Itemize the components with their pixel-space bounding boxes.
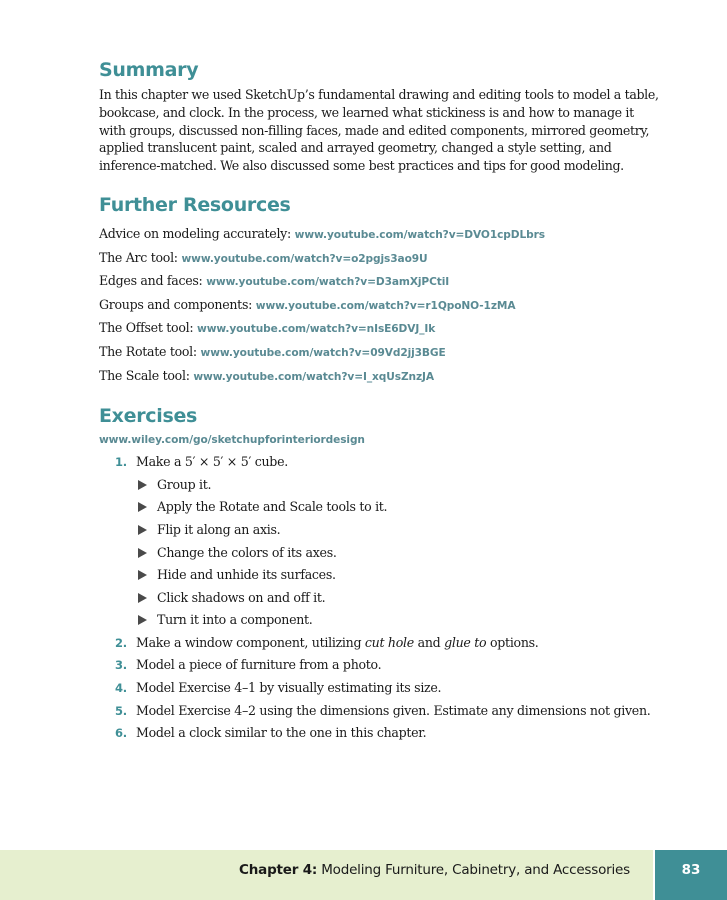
triangle-bullet-icon <box>138 615 147 625</box>
exercise-item <box>99 677 659 700</box>
resources-list <box>99 223 659 388</box>
sub-item-text: Hide and unhide its surfaces. <box>157 567 336 583</box>
resource-label: Advice on modeling accurately: <box>99 225 291 241</box>
resource-link[interactable]: www.youtube.com/watch?v=nIsE6DVJ_Ik <box>197 323 436 336</box>
exercise-text-mid: and <box>413 634 445 650</box>
exercise-number: 1. <box>115 455 127 470</box>
exercise-text-post: options. <box>486 634 539 650</box>
summary-heading: Summary <box>99 59 199 81</box>
sub-item <box>136 542 659 565</box>
exercise-item <box>99 722 659 745</box>
resource-item <box>99 341 659 365</box>
sub-item <box>136 564 659 587</box>
exercise-item <box>99 700 659 723</box>
exercise-text: Make a 5′ × 5′ × 5′ cube. <box>136 454 288 470</box>
exercise-text: Model a piece of furniture from a photo. <box>136 657 382 673</box>
page-content <box>99 58 659 745</box>
exercise-item <box>99 654 659 677</box>
exercises-section <box>99 404 659 745</box>
sub-item <box>136 474 659 497</box>
resource-link[interactable]: www.youtube.com/watch?v=I_xqUsZnzJA <box>193 370 434 383</box>
sub-item <box>136 587 659 610</box>
chapter-label: Chapter 4: <box>239 862 318 878</box>
sub-item-text: Flip it along an axis. <box>157 521 281 537</box>
resource-label: The Scale tool: <box>99 367 190 383</box>
resource-label: Edges and faces: <box>99 273 203 289</box>
resource-item <box>99 270 659 294</box>
triangle-bullet-icon <box>138 593 147 603</box>
resource-link[interactable]: www.youtube.com/watch?v=o2pgjs3ao9U <box>181 252 428 265</box>
resource-label: Groups and components: <box>99 296 253 312</box>
exercise-text: Model Exercise 4–2 using the dimensions given. Estimate any dimensions not given. <box>136 702 651 718</box>
exercise-number: 4. <box>115 681 127 696</box>
further-resources-section <box>99 193 659 388</box>
resource-link[interactable]: www.youtube.com/watch?v=r1QpoNO-1zMA <box>255 299 516 312</box>
exercises-link[interactable]: www.wiley.com/go/sketchupforinteriordesign <box>99 434 365 447</box>
resource-label: The Arc tool: <box>99 249 178 265</box>
triangle-bullet-icon <box>138 570 147 580</box>
triangle-bullet-icon <box>138 525 147 535</box>
exercise-number: 3. <box>115 658 127 673</box>
resource-link[interactable]: www.youtube.com/watch?v=09Vd2jj3BGE <box>200 346 446 359</box>
exercise-number: 6. <box>115 726 127 741</box>
exercise-text: Model a clock similar to the one in this chapter. <box>136 725 427 741</box>
resource-label: The Offset tool: <box>99 320 194 336</box>
exercise-item <box>99 451 659 632</box>
exercise-sub-list <box>136 474 659 632</box>
sub-item <box>136 519 659 542</box>
resource-link[interactable]: www.youtube.com/watch?v=D3amXjPCtiI <box>206 276 450 289</box>
resource-link[interactable]: www.youtube.com/watch?v=DVO1cpDLbrs <box>294 228 545 241</box>
sub-item <box>136 496 659 519</box>
chapter-title: Modeling Furniture, Cabinetry, and Accessories <box>321 862 630 878</box>
resource-item <box>99 365 659 389</box>
resource-item <box>99 223 659 247</box>
exercise-text-emphasis: glue to <box>444 634 487 650</box>
page-footer <box>0 850 727 900</box>
exercise-number: 5. <box>115 703 127 718</box>
triangle-bullet-icon <box>138 548 147 558</box>
sub-item-text: Turn it into a component. <box>157 612 313 628</box>
exercise-item <box>99 632 659 655</box>
exercise-number: 2. <box>115 635 127 650</box>
exercise-list <box>99 451 659 745</box>
footer-chapter-title <box>239 850 630 891</box>
sub-item-text: Click shadows on and off it. <box>157 589 326 605</box>
summary-paragraph: In this chapter we used SketchUp’s fundamental drawing and editing tools to model a table, bookcase, and clock. In the process, we learned what stickiness is and how to manage it with groups, discussed non-filling faces, made and edited components, mirrored geometry, applied translucent paint, scaled and arrayed geometry, changed a style setting, and inference-matched. We also discussed some best practices and tips for good modeling. <box>99 87 659 174</box>
exercise-text: Model Exercise 4–1 by visually estimating its size. <box>136 680 442 696</box>
exercise-text-pre: Make a window component, utilizing <box>136 634 365 650</box>
sub-item <box>136 609 659 632</box>
page-number: 83 <box>655 850 727 900</box>
resource-item <box>99 247 659 271</box>
resource-item <box>99 294 659 318</box>
sub-item-text: Apply the Rotate and Scale tools to it. <box>157 499 388 515</box>
summary-section <box>99 58 659 175</box>
resource-item <box>99 317 659 341</box>
exercises-heading: Exercises <box>99 405 198 428</box>
sub-item-text: Group it. <box>157 476 212 492</box>
exercise-text-emphasis: cut hole <box>364 634 414 650</box>
resource-label: The Rotate tool: <box>99 343 197 359</box>
further-resources-heading: Further Resources <box>99 193 291 216</box>
triangle-bullet-icon <box>138 502 147 512</box>
triangle-bullet-icon <box>138 480 147 490</box>
sub-item-text: Change the colors of its axes. <box>157 544 337 560</box>
